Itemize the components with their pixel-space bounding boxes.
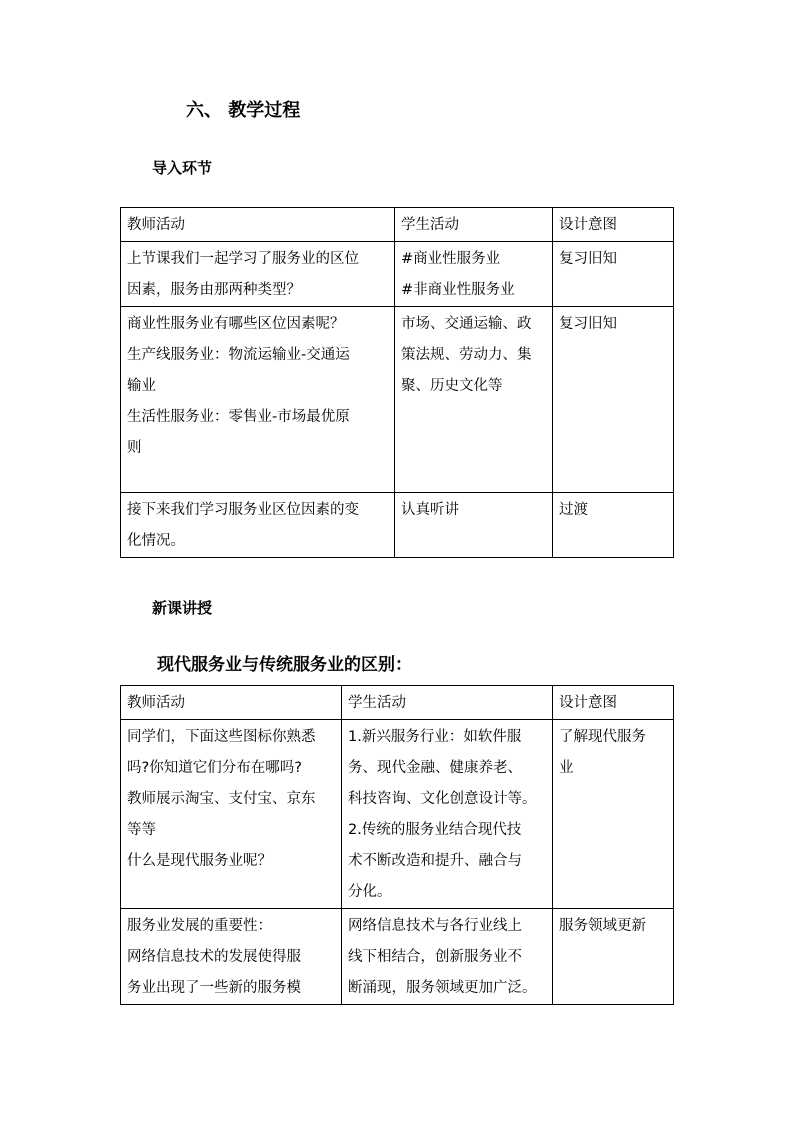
teacher-cell	[121, 242, 395, 307]
cell-line: 网络信息技术的发展使得服	[127, 949, 301, 965]
cell-line: 线下相结合，创新服务业不	[348, 949, 522, 965]
cell-line: 了解现代服务	[559, 729, 646, 745]
cell-line: 则	[127, 440, 142, 456]
intro-section-title: 导入环节	[152, 159, 213, 177]
table-row	[121, 493, 674, 558]
cell-line: 过渡	[559, 502, 588, 518]
header-teacher: 教师活动	[121, 686, 342, 720]
intent-cell	[553, 242, 674, 307]
intent-cell	[553, 307, 674, 493]
cell-line: 复习旧知	[559, 316, 617, 332]
cell-line: 同学们，下面这些图标你熟悉	[127, 729, 316, 745]
student-cell	[395, 307, 553, 493]
table-row	[121, 242, 674, 307]
student-cell	[395, 242, 553, 307]
cell-line: #非商业性服务业	[401, 282, 515, 298]
cell-line: 业	[559, 760, 574, 776]
cell-line: 吗?你知道它们分布在哪吗?	[127, 760, 302, 776]
intro-activity-table	[120, 207, 674, 558]
teacher-cell	[121, 720, 342, 909]
table-row	[121, 909, 674, 1005]
student-cell	[395, 493, 553, 558]
table-row	[121, 307, 674, 493]
cell-line: 因素，服务由那两种类型？	[127, 282, 301, 298]
new-lesson-section-title: 新课讲授	[152, 599, 213, 617]
cell-line: #商业性服务业	[401, 251, 501, 267]
cell-line: 科技咨询、文化创意设计等。	[348, 791, 537, 807]
cell-line: 聚、历史文化等	[401, 378, 503, 394]
cell-line: 网络信息技术与各行业线上	[348, 918, 522, 934]
intent-cell	[553, 909, 674, 1005]
teacher-cell	[121, 493, 395, 558]
teacher-cell	[121, 307, 395, 493]
cell-line: 生产线服务业：物流运输业-交通运	[127, 347, 350, 363]
cell-line: 2.传统的服务业结合现代技	[348, 822, 522, 838]
cell-line: 分化。	[348, 884, 392, 900]
cell-line: 什么是现代服务业呢？	[127, 853, 272, 869]
cell-line: 术不断改造和提升、融合与	[348, 853, 522, 869]
header-student: 学生活动	[395, 208, 553, 242]
cell-line: 化情况。	[127, 533, 185, 549]
cell-line: 策法规、劳动力、集	[401, 347, 532, 363]
modern-service-table	[120, 685, 674, 1005]
table-header-row	[121, 686, 674, 720]
cell-line: 等等	[127, 822, 156, 838]
header-teacher: 教师活动	[121, 208, 395, 242]
cell-line: 认真听讲	[401, 502, 459, 518]
header-intent: 设计意图	[553, 208, 674, 242]
comparison-section-title: 现代服务业与传统服务业的区别：	[157, 655, 412, 675]
cell-line: 商业性服务业有哪些区位因素呢？	[127, 316, 345, 332]
cell-line: 服务领域更新	[559, 918, 646, 934]
cell-line: 接下来我们学习服务业区位因素的变	[127, 502, 359, 518]
cell-line: 市场、交通运输、政	[401, 316, 532, 332]
intent-cell	[553, 720, 674, 909]
cell-line: 生活性服务业：零售业-市场最优原	[127, 409, 350, 425]
header-intent: 设计意图	[553, 686, 674, 720]
teacher-cell	[121, 909, 342, 1005]
cell-line: 服务业发展的重要性：	[127, 918, 272, 934]
intent-cell	[553, 493, 674, 558]
student-cell	[342, 909, 553, 1005]
student-cell	[342, 720, 553, 909]
cell-line: 复习旧知	[559, 251, 617, 267]
cell-line: 教师展示淘宝、支付宝、京东	[127, 791, 316, 807]
cell-line: 务、现代金融、健康养老、	[348, 760, 522, 776]
cell-line: 1.新兴服务行业：如软件服	[348, 729, 522, 745]
cell-line: 断涌现，服务领域更加广泛。	[348, 980, 537, 996]
cell-line: 上节课我们一起学习了服务业的区位	[127, 251, 359, 267]
section-heading: 六、 教学过程	[186, 100, 301, 121]
table-header-row	[121, 208, 674, 242]
table-row	[121, 720, 674, 909]
header-student: 学生活动	[342, 686, 553, 720]
cell-line: 输业	[127, 378, 156, 394]
cell-line: 务业出现了一些新的服务模	[127, 980, 301, 996]
